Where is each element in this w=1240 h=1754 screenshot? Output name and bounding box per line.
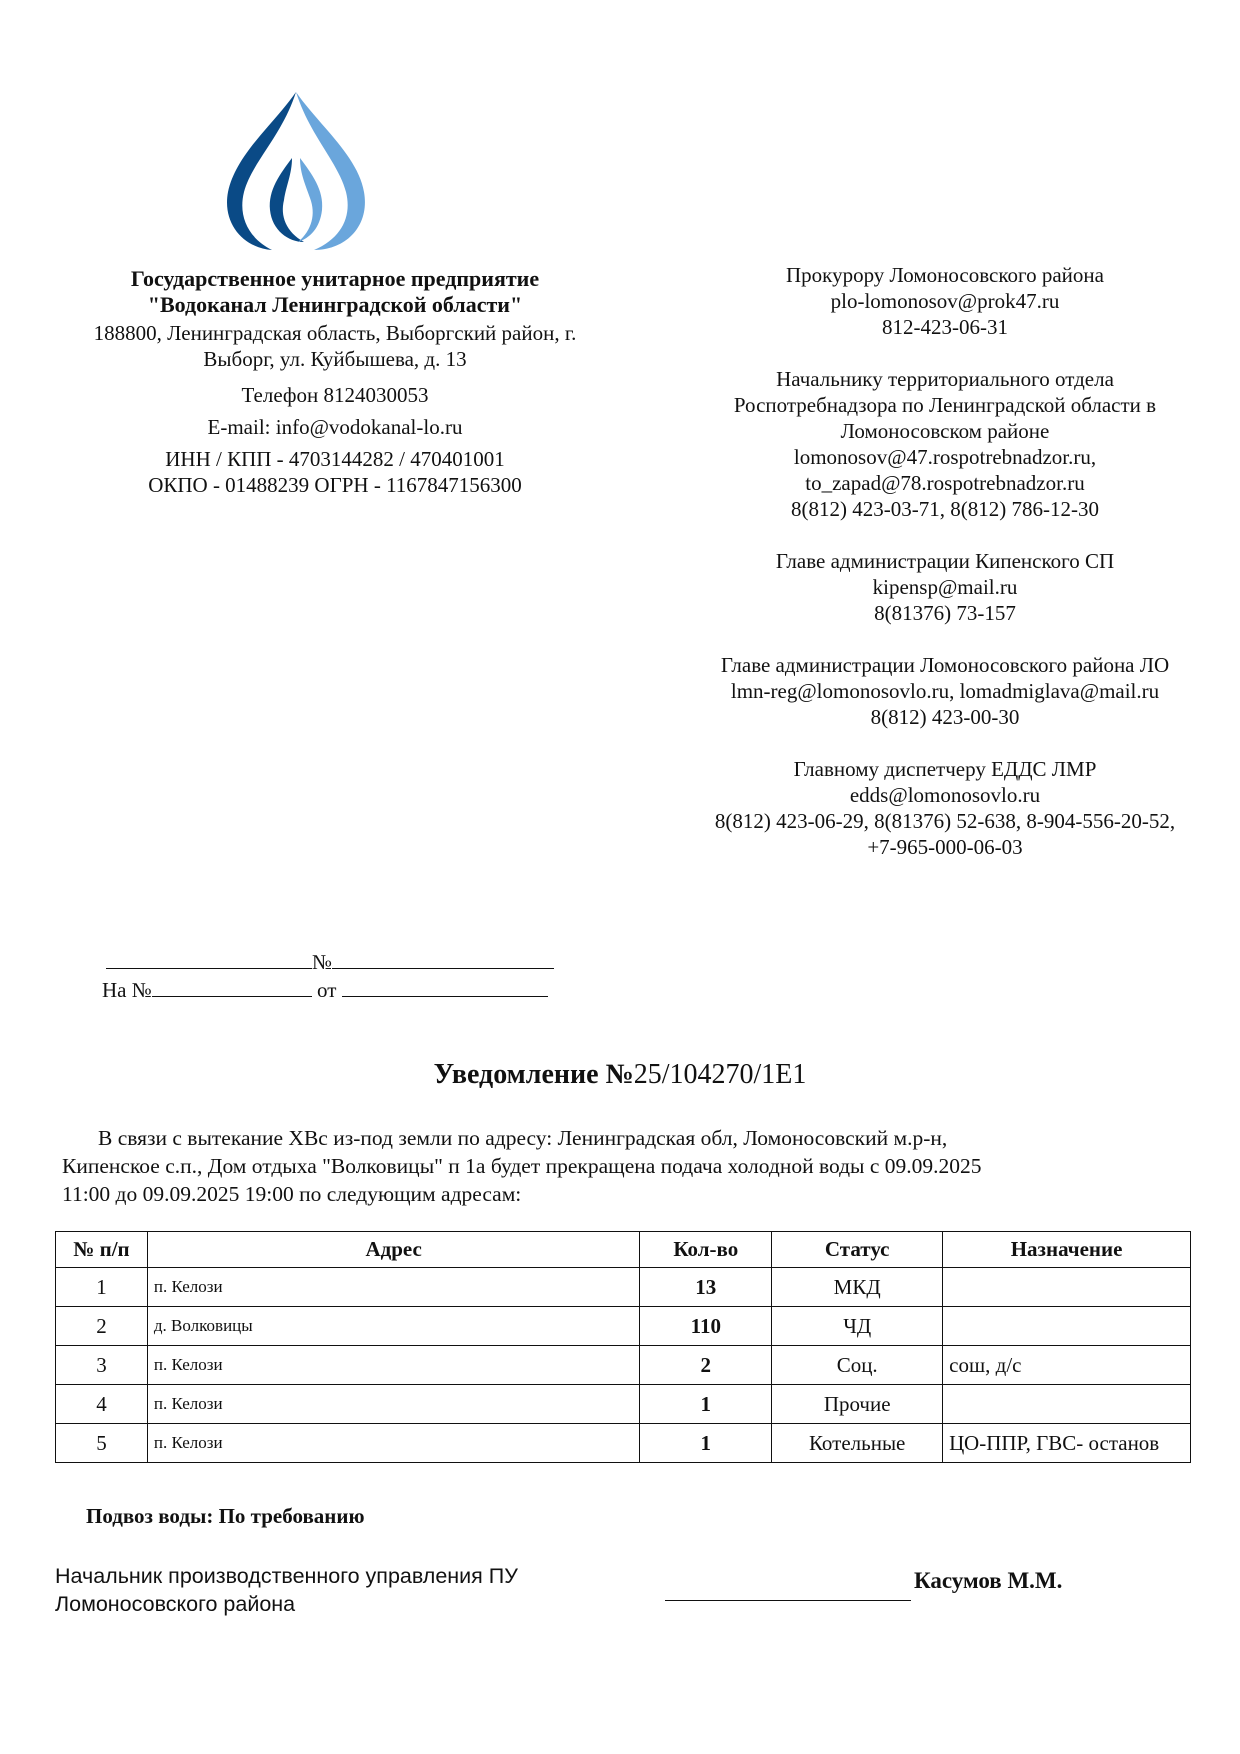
cell-purpose: сош, д/с bbox=[943, 1346, 1191, 1385]
recipient-line: +7-965-000-06-03 bbox=[867, 835, 1023, 859]
signatory-position-line1: Начальник производственного управления ПУ bbox=[55, 1564, 518, 1588]
recipient-line: Прокурору Ломоносовского района bbox=[786, 263, 1104, 287]
cell-status: Соц. bbox=[772, 1346, 943, 1385]
notice-number: 25/104270/1Е1 bbox=[633, 1059, 807, 1090]
cell-address: п. Келози bbox=[147, 1424, 639, 1463]
col-header-count: Кол-во bbox=[640, 1232, 772, 1268]
body-line1: В связи с вытекание ХВс из-под земли по адресу: Ленинградская обл, Ломоносовский м.р-н, bbox=[98, 1126, 948, 1150]
outgoing-number-blank[interactable] bbox=[332, 946, 554, 969]
sender-org-line2: "Водоканал Ленинградской области" bbox=[147, 292, 523, 317]
cell-status: ЧД bbox=[772, 1307, 943, 1346]
recipient-line: 8(812) 423-00-30 bbox=[870, 705, 1020, 729]
sender-phone: Телефон 8124030053 bbox=[241, 383, 429, 407]
cell-count: 110 bbox=[640, 1307, 772, 1346]
notice-title-prefix: Уведомление № bbox=[433, 1059, 634, 1090]
reference-label: На № bbox=[102, 978, 152, 1002]
sender-org-name bbox=[55, 266, 615, 318]
cell-status: МКД bbox=[772, 1268, 943, 1307]
cell-num: 1 bbox=[56, 1268, 148, 1307]
reference-number-blank[interactable] bbox=[152, 974, 312, 997]
recipient-lomonosov-admin bbox=[680, 652, 1210, 730]
recipient-prosecutor bbox=[680, 262, 1210, 340]
cell-purpose bbox=[943, 1385, 1191, 1424]
signatory-position bbox=[55, 1562, 518, 1618]
cell-num: 5 bbox=[56, 1424, 148, 1463]
col-header-address: Адрес bbox=[147, 1232, 639, 1268]
water-delivery-note: Подвоз воды: По требованию bbox=[86, 1504, 365, 1528]
sender-okpo: ОКПО - 01488239 ОГРН - 1167847156300 bbox=[148, 473, 522, 497]
recipient-line: Главе администрации Ломоносовского района ЛО bbox=[720, 653, 1170, 677]
col-header-purpose: Назначение bbox=[943, 1232, 1191, 1268]
logo-inner-dark bbox=[270, 158, 304, 242]
notice-title bbox=[0, 1058, 1240, 1092]
table-row bbox=[56, 1424, 1191, 1463]
cell-purpose bbox=[943, 1307, 1191, 1346]
col-header-status: Статус bbox=[772, 1232, 943, 1268]
recipient-line: edds@lomonosovlo.ru bbox=[849, 783, 1041, 807]
body-line2: Кипенское с.п., Дом отдыха "Волковицы" п 1а будет прекращена подача холодной воды с 09.09.2025 bbox=[62, 1154, 982, 1178]
recipient-line: kipensp@mail.ru bbox=[872, 575, 1018, 599]
cell-status: Котельные bbox=[772, 1424, 943, 1463]
recipient-line: Начальнику территориального отдела bbox=[776, 367, 1114, 391]
cell-count: 1 bbox=[640, 1385, 772, 1424]
col-header-num: № п/п bbox=[56, 1232, 148, 1268]
recipient-line: 8(812) 423-03-71, 8(812) 786-12-30 bbox=[791, 497, 1099, 521]
sender-org-line1: Государственное унитарное предприятие bbox=[130, 266, 540, 291]
cell-purpose: ЦО-ППР, ГВС- останов bbox=[943, 1424, 1191, 1463]
recipient-line: plo-lomonosov@prok47.ru bbox=[830, 289, 1060, 313]
cell-count: 13 bbox=[640, 1268, 772, 1307]
table-header-row bbox=[56, 1232, 1191, 1268]
vodokanal-logo bbox=[222, 92, 370, 250]
cell-address: п. Келози bbox=[147, 1385, 639, 1424]
cell-address: п. Келози bbox=[147, 1346, 639, 1385]
recipients-block bbox=[680, 262, 1210, 886]
table-row bbox=[56, 1307, 1191, 1346]
cell-purpose bbox=[943, 1268, 1191, 1307]
cell-num: 4 bbox=[56, 1385, 148, 1424]
signatory-name: Касумов М.М. bbox=[914, 1568, 1063, 1593]
outgoing-number-line bbox=[106, 946, 554, 975]
reference-number-line bbox=[102, 974, 548, 1003]
sender-inn: ИНН / КПП - 4703144282 / 470401001 bbox=[165, 447, 505, 471]
cell-num: 3 bbox=[56, 1346, 148, 1385]
sender-address-line2: Выборг, ул. Куйбышева, д. 13 bbox=[203, 347, 467, 371]
table-row bbox=[56, 1268, 1191, 1307]
sender-address bbox=[55, 320, 615, 372]
number-label: № bbox=[312, 950, 333, 974]
cell-num: 2 bbox=[56, 1307, 148, 1346]
recipient-line: 8(812) 423-06-29, 8(81376) 52-638, 8-904-556-20-52, bbox=[714, 809, 1176, 833]
recipient-line: 8(81376) 73-157 bbox=[874, 601, 1016, 625]
signature-line[interactable] bbox=[665, 1580, 911, 1601]
notice-body bbox=[62, 1124, 1182, 1208]
cell-address: д. Волковицы bbox=[147, 1307, 639, 1346]
recipient-kipen-admin bbox=[680, 548, 1210, 626]
cell-address: п. Келози bbox=[147, 1268, 639, 1307]
reference-date-blank[interactable] bbox=[342, 974, 548, 997]
recipient-line: lomonosov@47.rospotrebnadzor.ru, bbox=[793, 445, 1097, 469]
recipient-rospotrebnadzor bbox=[680, 366, 1210, 522]
table-row bbox=[56, 1385, 1191, 1424]
recipient-line: to_zapad@78.rospotrebnadzor.ru bbox=[805, 471, 1085, 495]
recipient-line: Главному диспетчеру ЕДДС ЛМР bbox=[793, 757, 1097, 781]
cell-count: 2 bbox=[640, 1346, 772, 1385]
sender-email: E-mail: info@vodokanal-lo.ru bbox=[207, 415, 463, 439]
recipient-line: Ломоносовском районе bbox=[840, 419, 1050, 443]
cell-count: 1 bbox=[640, 1424, 772, 1463]
body-line3: 11:00 до 09.09.2025 19:00 по следующим адресам: bbox=[62, 1182, 522, 1206]
recipient-edds bbox=[680, 756, 1210, 860]
recipient-line: 812-423-06-31 bbox=[882, 315, 1008, 339]
outgoing-date-blank[interactable] bbox=[106, 946, 312, 969]
recipient-line: Главе администрации Кипенского СП bbox=[775, 549, 1115, 573]
table-row bbox=[56, 1346, 1191, 1385]
signatory-position-line2: Ломоносовского района bbox=[55, 1592, 296, 1616]
logo-inner-light bbox=[298, 158, 322, 242]
sender-address-line1: 188800, Ленинградская область, Выборгский район, г. bbox=[93, 321, 577, 345]
addresses-table bbox=[55, 1231, 1191, 1463]
from-label: от bbox=[317, 978, 337, 1002]
recipient-line: lmn-reg@lomonosovlo.ru, lomadmiglava@mail.ru bbox=[730, 679, 1160, 703]
cell-status: Прочие bbox=[772, 1385, 943, 1424]
recipient-line: Роспотребнадзора по Ленинградской области в bbox=[733, 393, 1157, 417]
